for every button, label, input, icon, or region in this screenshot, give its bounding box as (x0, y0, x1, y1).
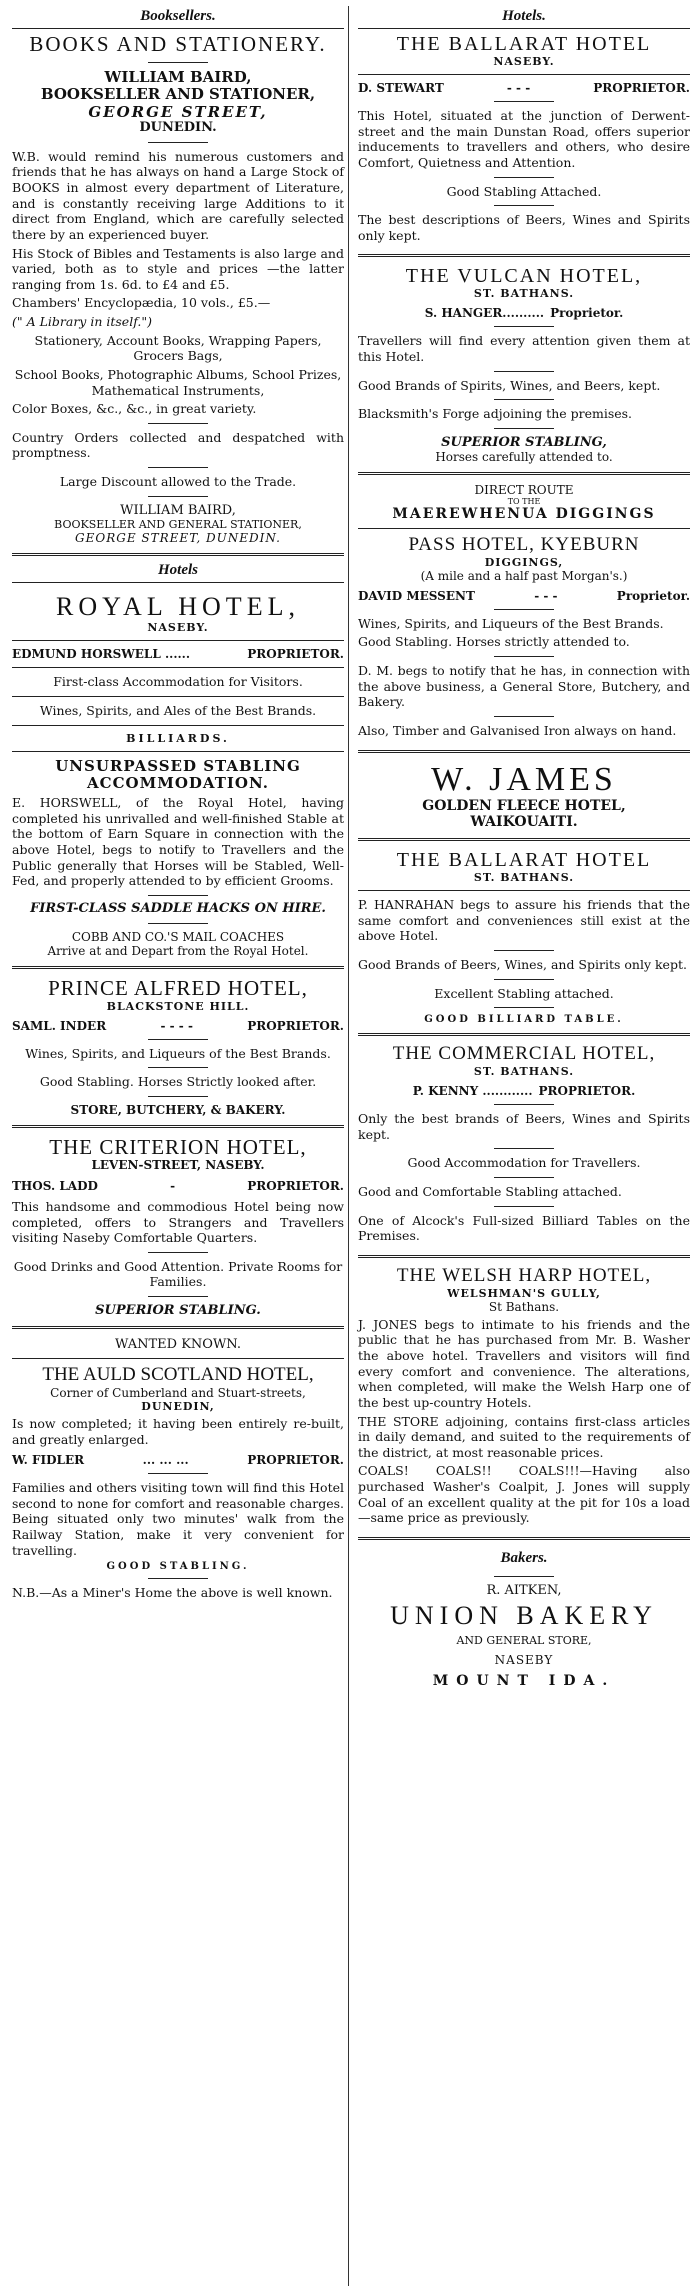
section-heading-booksellers: Booksellers. (12, 6, 344, 29)
ad-line: Horses carefully attended to. (435, 449, 613, 464)
ad-paragraph: (" A Library in itself.") (12, 314, 152, 330)
ad-commercial-hotel (358, 1040, 690, 1251)
ad-line: UNSURPASSED STABLING ACCOMMODATION. (55, 756, 301, 792)
ad-paragraph: W.B. would remind his numerous customers and friends that he has always on hand a Large Stock of BOOKS in almost every department of Literature, and is constantly receiving large Additions to it direct from England, which are carefully selected there by an experienced buyer. (12, 148, 344, 242)
ad-paragraph: Country Orders collected and despatched with promptness. (12, 429, 344, 461)
ad-paragraph: P. HANRAHAN begs to assure his friends that the same comfort and conveniences still exist at the above Hotel. (358, 897, 690, 944)
ad-line: Good Stabling Attached. (446, 183, 602, 199)
ad-city: DUNEDIN. (139, 119, 217, 135)
ad-welsh-harp-hotel (358, 1262, 690, 1533)
section-heading-hotels: Hotels. (358, 6, 690, 29)
ad-line: FIRST-CLASS SADDLE HACKS ON HIRE. (30, 900, 326, 916)
ad-paragraph: This Hotel, situated at the junction of Derwent-street and the main Dunstan Road, offers superior inducements to travellers and others, who desire Comfort, Quietness and Attention. (358, 108, 690, 170)
ad-route: DIRECT ROUTE (474, 482, 574, 497)
ad-role: BOOKSELLER AND STATIONER, (40, 85, 316, 104)
ad-paragraph: Good Drinks and Good Attention. Private Rooms for Families. (13, 1258, 343, 1290)
ad-place: ST. BATHANS. (473, 871, 575, 885)
ad-paragraph: His Stock of Bibles and Testaments is also large and varied, both as to style and prices —the latter ranging from 1s. 6d. to £4 and £5. (12, 245, 344, 292)
ad-paragraph: Stationery, Account Books, Wrapping Papers, Grocers Bags, (34, 332, 322, 364)
proprietor-label: PROPRIETOR. (247, 1018, 344, 1033)
ad-paragraph: Large Discount allowed to the Trade. (59, 474, 297, 490)
column-divider (348, 6, 349, 2286)
ad-name: R. AITKEN, (486, 1582, 562, 1598)
ad-paragraph: Is now completed; it having been entirely re-built, and greatly enlarged. (12, 1415, 344, 1447)
ad-paragraph: Families and others visiting town will find this Hotel second to none for comfort and reasonable charges. Being situated only two minutes' walk from the Railway Station, make it very convenient for travelling. (12, 1480, 344, 1558)
ad-title: PRINCE ALFRED HOTEL, (48, 975, 308, 1000)
ad-prince-alfred-hotel (12, 973, 344, 1121)
ad-proprietor-line (12, 1453, 344, 1467)
ad-place: NASEBY. (493, 55, 555, 68)
dash: - - - (506, 81, 531, 95)
dots: ... ... ... (142, 1453, 189, 1468)
ad-signature: WILLIAM BAIRD, (120, 502, 236, 518)
ad-place: WAIKOUAITI. (470, 814, 578, 830)
ad-line: GOOD BILLIARD TABLE. (424, 1014, 624, 1026)
proprietor-label: PROPRIETOR. (247, 647, 344, 662)
ad-william-baird (12, 29, 344, 549)
ad-line: GOOD STABLING. (106, 1561, 250, 1573)
ad-line: First-class Accommodation for Visitors. (53, 674, 303, 690)
ad-paragraph: Travellers will find every attention given them at this Hotel. (358, 333, 690, 364)
ad-proprietor-line (358, 1084, 690, 1098)
ad-line: BILLIARDS. (126, 731, 230, 745)
section-heading-hotels: Hotels (158, 561, 198, 578)
ad-paragraph: E. HORSWELL, of the Royal Hotel, having completed his unrivalled and well-finished Stable at the bottom of Earn Square in connection with the above Hotel, begs to notify to Travellers and the Public generally that Horses will be Stabled, Well-Fed, and properly attended to by efficient Grooms. (12, 795, 344, 889)
ad-proprietor-line (12, 1179, 344, 1193)
ad-pass-hotel (358, 479, 690, 746)
ad-title: THE WELSH HARP HOTEL, (396, 1264, 652, 1286)
ad-title: W. JAMES (431, 760, 617, 798)
ad-signature: GEORGE STREET, DUNEDIN. (75, 530, 281, 545)
ad-paragraph: Also, Timber and Galvanised Iron always on hand. (358, 722, 677, 738)
ad-paragraph: School Books, Photographic Albums, School Prizes, Mathematical Instruments, (14, 366, 342, 398)
ad-title: THE BALLARAT HOTEL (396, 849, 652, 872)
ad-street: GEORGE STREET, (88, 102, 268, 121)
ad-paragraph: This handsome and commodious Hotel being now completed, offers to Strangers and Travellers visiting Naseby Comfortable Quarters. (12, 1198, 344, 1246)
ad-paragraph: Only the best brands of Beers, Wines and Spirits kept. (358, 1111, 690, 1142)
ad-union-bakery (358, 1544, 690, 1694)
proprietor-name: P. KENNY ............ (412, 1084, 533, 1099)
ad-golden-fleece-hotel (358, 757, 690, 835)
ad-paragraph: Good Brands of Spirits, Wines, and Beers, kept. (358, 377, 661, 393)
ad-line: SUPERIOR STABLING, (441, 434, 607, 450)
ad-name: WILLIAM BAIRD, (104, 68, 252, 87)
ad-place: DIGGINGS, (484, 555, 564, 569)
ad-line: SUPERIOR STABLING. (95, 1303, 261, 1319)
ad-line: Good Stabling. Horses Strictly looked after. (39, 1074, 317, 1090)
ad-route: TO THE (507, 496, 541, 506)
ad-title: THE AULD SCOTLAND HOTEL, (42, 1364, 314, 1386)
ad-proprietor-line (12, 1019, 344, 1033)
proprietor-label: PROPRIETOR. (538, 1084, 636, 1099)
ad-paragraph: D. M. begs to notify that he has, in connection with the above business, a General Store, Butchery, and Bakery. (358, 663, 690, 710)
proprietor-label: PROPRIETOR. (247, 1453, 344, 1468)
ad-ballarat-hotel-naseby (358, 29, 690, 250)
proprietor-label: Proprietor. (616, 588, 690, 603)
ad-title: THE VULCAN HOTEL, (405, 265, 643, 288)
ad-paragraph: Blacksmith's Forge adjoining the premises. (358, 406, 633, 422)
proprietor-label: PROPRIETOR. (247, 1178, 344, 1193)
section-heading-bakers: Bakers. (500, 1549, 548, 1566)
ad-ballarat-hotel-st-bathans (358, 845, 690, 1029)
ad-title: THE CRITERION HOTEL, (49, 1135, 307, 1160)
ad-place: DUNEDIN, (141, 1399, 215, 1413)
proprietor-name: DAVID MESSENT (358, 588, 475, 603)
ad-proprietor-line (358, 589, 690, 603)
ad-title: PASS HOTEL, KYEBURN (408, 533, 640, 555)
ad-proprietor-line (358, 306, 690, 320)
ad-line: Wines, Spirits, and Liqueurs of the Best Brands. (25, 1045, 331, 1061)
ad-auld-scotland-hotel (12, 1333, 344, 1608)
ad-place: LEVEN-STREET, NASEBY. (91, 1158, 265, 1173)
ad-vulcan-hotel (358, 261, 690, 468)
proprietor-name: W. FIDLER (12, 1453, 85, 1468)
ad-place: GOLDEN FLEECE HOTEL, (422, 797, 626, 814)
ad-place: MOUNT IDA. (432, 1673, 616, 1690)
ad-place: ST. BATHANS. (473, 287, 575, 301)
dash: - (170, 1178, 176, 1193)
ad-royal-hotel (12, 589, 344, 962)
proprietor-name: EDMUND HORSWELL ...... (12, 647, 191, 662)
ad-title: UNION BAKERY (390, 1600, 658, 1630)
ad-place: Corner of Cumberland and Stuart-streets, (50, 1385, 306, 1400)
ad-line: Good Accommodation for Travellers. (407, 1155, 641, 1171)
ad-place: NASEBY. (147, 621, 209, 635)
ad-heading: WANTED KNOWN. (115, 1337, 241, 1353)
proprietor-name: THOS. LADD (12, 1178, 98, 1193)
ad-line: Excellent Stabling attached. (434, 985, 614, 1001)
ad-paragraph: Color Boxes, &c., &c., in great variety. (12, 401, 257, 417)
dash: - - - (534, 588, 558, 603)
ad-paragraph: Wines, Spirits, and Liqueurs of the Best Brands. (358, 615, 664, 631)
ad-place: BLACKSTONE HILL. (106, 999, 250, 1013)
ad-title: THE COMMERCIAL HOTEL, (392, 1043, 656, 1065)
ad-proprietor-line (358, 81, 690, 95)
ad-title: ROYAL HOTEL, (56, 591, 300, 621)
ad-place: (A mile and a half past Morgan's.) (420, 568, 628, 583)
ad-place: WELSHMAN'S GULLY, (447, 1286, 601, 1300)
right-column (358, 6, 690, 1693)
ad-paragraph: Good and Comfortable Stabling attached. (358, 1183, 622, 1199)
proprietor-name: S. HANGER.......... (424, 306, 545, 321)
proprietor-name: SAML. INDER (12, 1018, 107, 1033)
ad-place: AND GENERAL STORE, (456, 1634, 592, 1648)
dash: - - - - (160, 1018, 193, 1033)
ad-signature: BOOKSELLER AND GENERAL STATIONER, (54, 517, 302, 531)
ad-place: ST. BATHANS. (473, 1065, 575, 1079)
ad-paragraph: THE STORE adjoining, contains first-class articles in daily demand, and suited to the requirements of the district, at most reasonable prices. (358, 1413, 690, 1460)
ad-paragraph: Chambers' Encyclopædia, 10 vols., £5.— (12, 295, 271, 311)
proprietor-name: D. STEWART (358, 81, 444, 95)
ad-paragraph: Good Stabling. Horses strictly attended to. (358, 634, 630, 650)
ad-route: MAEREWHENUA DIGGINGS (392, 505, 656, 522)
proprietor-label: PROPRIETOR. (593, 81, 690, 95)
ad-paragraph: COALS! COALS!! COALS!!!—Having also purchased Washer's Coalpit, J. Jones will supply Coal of an excellent quality at the pit for 10s a load—same price as previously. (358, 1463, 690, 1526)
ad-paragraph: Good Brands of Beers, Wines, and Spirits only kept. (358, 956, 687, 972)
ad-line: COBB AND CO.'S MAIL COACHES (71, 929, 285, 944)
ad-paragraph: The best descriptions of Beers, Wines and Spirits only kept. (358, 212, 690, 243)
ad-proprietor-line (12, 647, 344, 661)
ad-place: St Bathans. (488, 1299, 560, 1314)
ad-paragraph: One of Alcock's Full-sized Billiard Tables on the Premises. (358, 1212, 690, 1244)
left-column (12, 6, 344, 1608)
ad-paragraph: J. JONES begs to intimate to his friends and the public that he has purchased from Mr. B. Washer the above hotel. Travellers and visitors will find every comfort and convenience. The alterations, when completed, will make the Welsh Harp one of the best up-country Hotels. (358, 1316, 690, 1410)
ad-title: BOOKS AND STATIONERY. (29, 32, 327, 56)
ad-line: Arrive at and Depart from the Royal Hotel. (47, 943, 309, 958)
ad-place: NASEBY (494, 1653, 554, 1668)
ad-title: THE BALLARAT HOTEL (396, 33, 652, 55)
ad-paragraph: N.B.—As a Miner's Home the above is well known. (12, 1585, 333, 1601)
ad-line: STORE, BUTCHERY, & BAKERY. (70, 1103, 286, 1118)
ad-criterion-hotel (12, 1132, 344, 1322)
proprietor-label: Proprietor. (550, 306, 624, 321)
ad-line: Wines, Spirits, and Ales of the Best Brands. (39, 702, 317, 718)
